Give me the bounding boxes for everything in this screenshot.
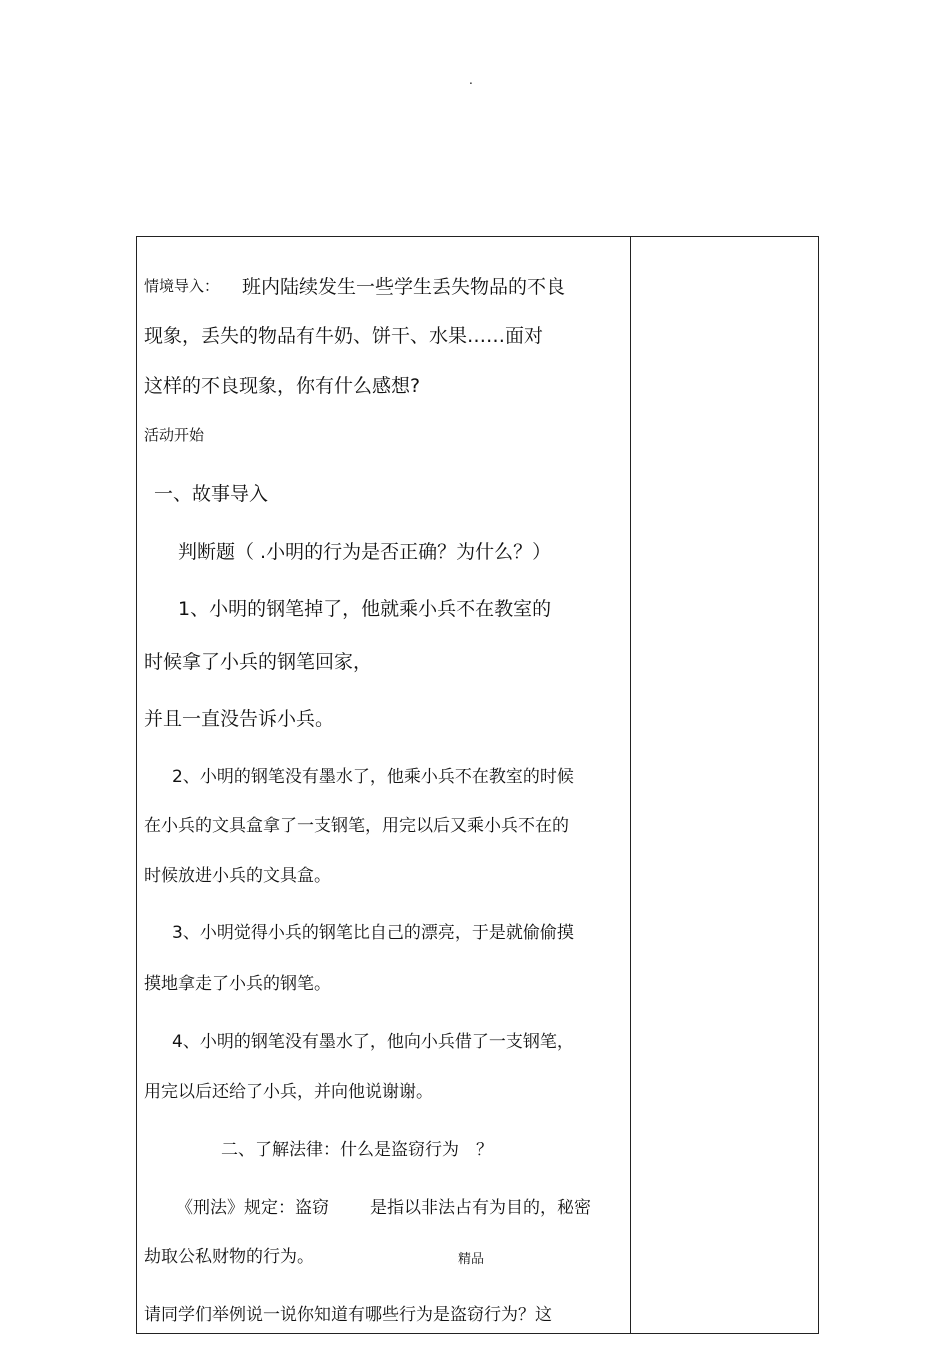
section-2-title: 二、了解法律：什么是盗窃行为 ？ — [221, 1140, 493, 1160]
item-1-line-1: 1、小明的钢笔掉了，他就乘小兵不在教室的 — [178, 598, 552, 620]
judge-question: 判断题（ .小明的行为是否正确？为什么？） — [178, 541, 552, 563]
header-dot: . — [469, 73, 473, 87]
law-line-1b: 是指以非法占有为目的，秘密 — [370, 1198, 591, 1218]
item-2-line-3: 时候放进小兵的文具盒。 — [144, 866, 331, 886]
intro-line-1: 班内陆续发生一些学生丢失物品的不良 — [242, 276, 566, 298]
item-2-line-2: 在小兵的文具盒拿了一支钢笔，用完以后又乘小兵不在的 — [144, 816, 569, 836]
item-1-line-2: 时候拿了小兵的钢笔回家， — [144, 651, 373, 673]
item-1-line-3: 并且一直没告诉小兵。 — [144, 708, 335, 730]
item-4-line-1: 4、小明的钢笔没有墨水了，他向小兵借了一支钢笔， — [172, 1032, 574, 1052]
item-4-line-2: 用完以后还给了小兵，并向他说谢谢。 — [144, 1082, 433, 1102]
watermark-label: 精品 — [458, 1252, 485, 1267]
intro-line-2: 现象，丢失的物品有牛奶、饼干、水果……面对 — [144, 325, 544, 347]
item-3-line-1: 3、小明觉得小兵的钢笔比自己的漂亮，于是就偷偷摸 — [172, 923, 574, 943]
law-line-2: 劫取公私财物的行为。 — [144, 1247, 314, 1267]
column-divider — [630, 237, 631, 1333]
intro-line-3: 这样的不良现象，你有什么感想? — [144, 375, 421, 397]
law-line-1a: 《刑法》规定：盗窃 — [176, 1198, 329, 1218]
activity-start: 活动开始 — [144, 426, 205, 444]
intro-label: 情境导入： — [144, 277, 220, 295]
item-3-line-2: 摸地拿走了小兵的钢笔。 — [144, 974, 331, 994]
section-1-title: 一、故事导入 — [154, 483, 269, 505]
last-line: 请同学们举例说一说你知道有哪些行为是盗窃行为？这 — [144, 1305, 552, 1325]
item-2-line-1: 2、小明的钢笔没有墨水了，他乘小兵不在教室的时候 — [172, 767, 574, 787]
